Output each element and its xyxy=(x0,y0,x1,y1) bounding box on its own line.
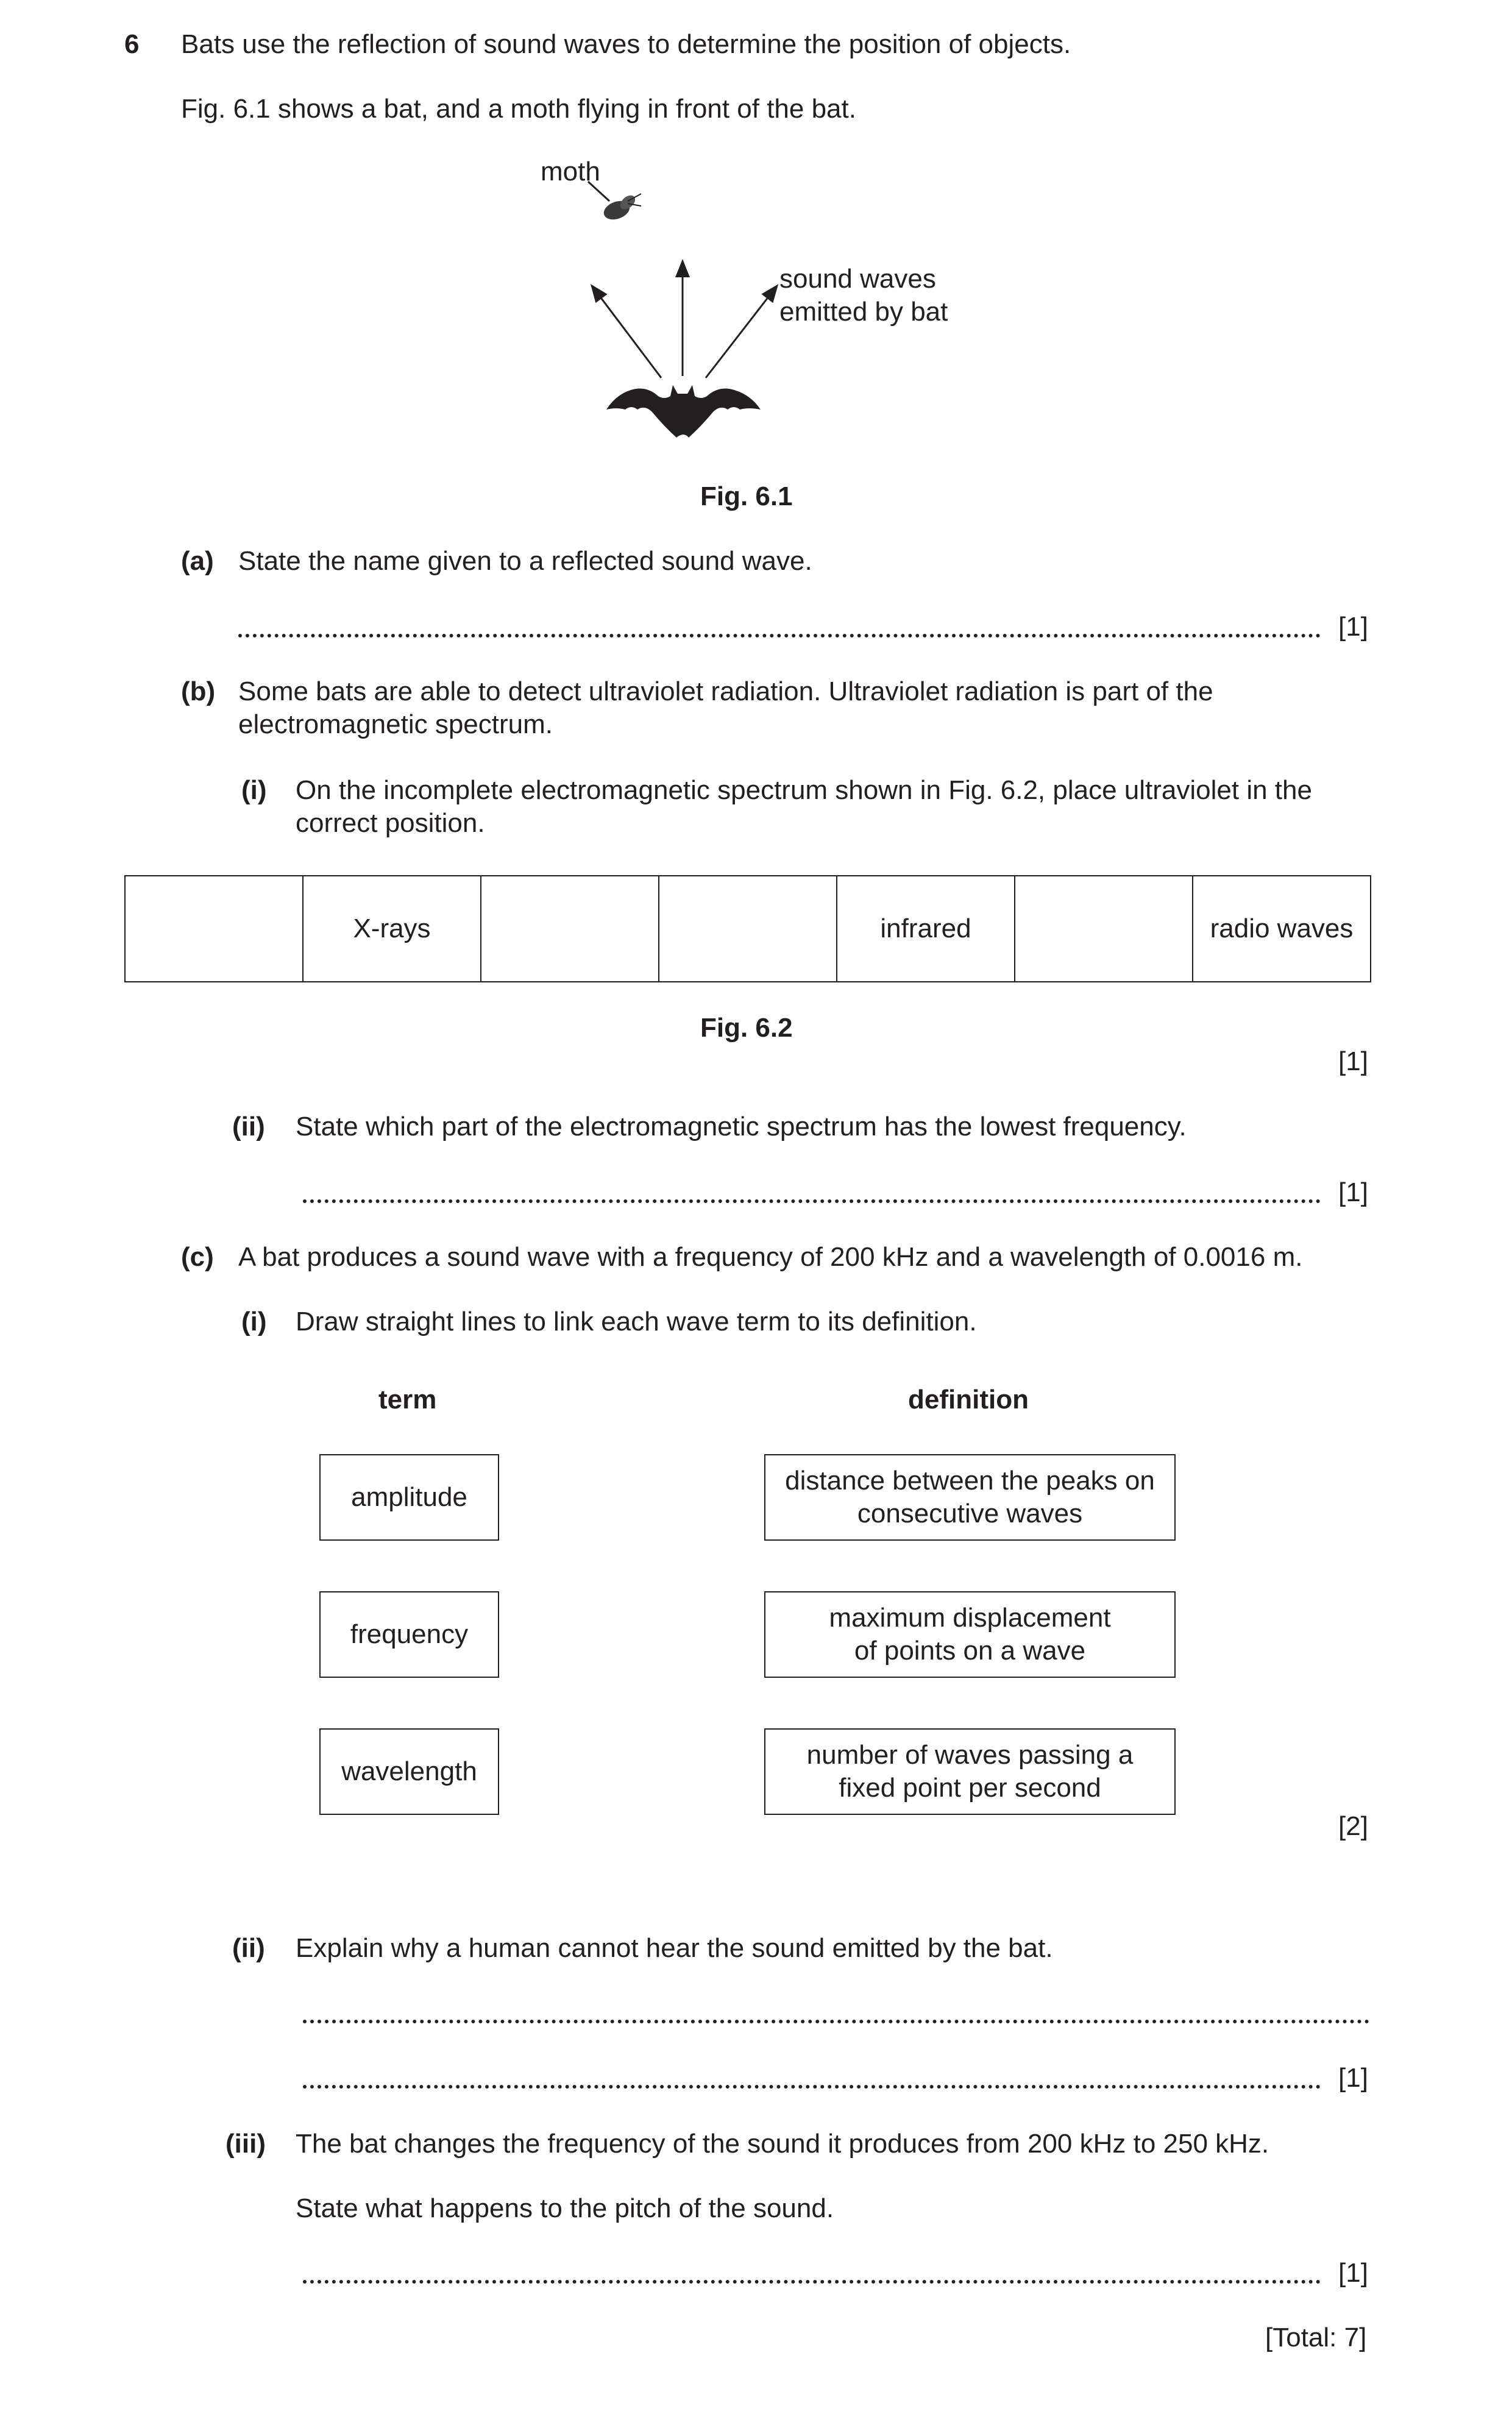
part-c-ii-mark: [1] xyxy=(1338,2063,1368,2093)
definition-line: distance between the peaks on xyxy=(785,1466,1155,1496)
em-spectrum-table xyxy=(124,875,1371,982)
part-c-iii-text: The bat changes the frequency of the sound it produces from 200 kHz to 250 kHz. xyxy=(296,2129,1269,2159)
term-box-wavelength[interactable] xyxy=(319,1728,499,1815)
term-label: wavelength xyxy=(341,1756,477,1786)
sound-wave-arrow-right xyxy=(706,291,773,378)
moth-icon xyxy=(602,193,641,223)
moth-label: moth xyxy=(541,157,600,186)
part-c-ii-label: (ii) xyxy=(232,1933,265,1963)
fig1-caption: Fig. 6.1 xyxy=(700,481,793,511)
definition-header: definition xyxy=(908,1385,1029,1415)
fig2-caption: Fig. 6.2 xyxy=(700,1013,793,1043)
part-b-label: (b) xyxy=(181,676,216,706)
total-marks: [Total: 7] xyxy=(1265,2323,1367,2352)
sound-waves-label-line2: emitted by bat xyxy=(779,297,948,327)
spectrum-cell: X-rays xyxy=(303,876,481,982)
part-b-i-label: (i) xyxy=(241,775,267,805)
part-b-i-mark: [1] xyxy=(1338,1046,1368,1076)
bat-icon xyxy=(606,385,761,438)
part-a-text: State the name given to a reflected sound wave. xyxy=(238,546,812,576)
term-box-frequency[interactable] xyxy=(319,1591,499,1678)
fig1-intro: Fig. 6.1 shows a bat, and a moth flying in front of the bat. xyxy=(181,94,856,124)
part-c-i-mark: [2] xyxy=(1338,1811,1368,1841)
part-b-ii-text: State which part of the electromagnetic spectrum has the lowest frequency. xyxy=(296,1112,1187,1141)
part-c-text: A bat produces a sound wave with a frequency of 200 kHz and a wavelength of 0.0016 m. xyxy=(238,1242,1303,1272)
part-c-label: (c) xyxy=(181,1242,214,1272)
term-label: frequency xyxy=(350,1619,469,1649)
part-b-ii-mark: [1] xyxy=(1338,1177,1368,1207)
spectrum-cell[interactable] xyxy=(659,876,837,982)
question-number: 6 xyxy=(124,29,140,59)
definition-line: maximum displacement xyxy=(829,1603,1111,1633)
definition-line: number of waves passing a xyxy=(806,1740,1134,1770)
definition-line: fixed point per second xyxy=(839,1773,1101,1803)
part-c-ii-answer-line-2[interactable] xyxy=(303,2085,1321,2089)
part-a-label: (a) xyxy=(181,546,214,576)
term-label: amplitude xyxy=(351,1482,467,1512)
part-c-ii-text: Explain why a human cannot hear the sound emitted by the bat. xyxy=(296,1933,1053,1963)
moth-leader-line xyxy=(588,182,609,201)
sound-wave-arrow-left xyxy=(596,291,661,378)
part-a-answer-line[interactable] xyxy=(238,634,1321,637)
part-c-i-text: Draw straight lines to link each wave term to its definition. xyxy=(296,1307,977,1337)
part-b-text-line2: electromagnetic spectrum. xyxy=(238,709,553,739)
spectrum-cell: radio waves xyxy=(1193,876,1371,982)
part-c-iii-mark: [1] xyxy=(1338,2258,1368,2288)
part-b-i-text-line2: correct position. xyxy=(296,808,485,838)
part-b-text-line1: Some bats are able to detect ultraviolet radiation. Ultraviolet radiation is part of the xyxy=(238,676,1213,706)
part-b-ii-answer-line[interactable] xyxy=(303,1199,1321,1203)
part-c-ii-answer-line-1[interactable] xyxy=(303,2020,1369,2023)
part-c-iii-answer-line[interactable] xyxy=(303,2280,1321,2284)
term-box-amplitude[interactable] xyxy=(319,1454,499,1541)
part-c-iii-text2: State what happens to the pitch of the sound. xyxy=(296,2193,834,2223)
part-b-ii-label: (ii) xyxy=(232,1112,265,1141)
part-c-iii-label: (iii) xyxy=(225,2129,266,2159)
part-b-i-text-line1: On the incomplete electromagnetic spectrum shown in Fig. 6.2, place ultraviolet in the xyxy=(296,775,1312,805)
definition-line: of points on a wave xyxy=(854,1636,1086,1666)
sound-waves-label-line1: sound waves xyxy=(779,264,936,294)
definition-box[interactable] xyxy=(764,1454,1176,1541)
definition-box[interactable] xyxy=(764,1591,1176,1678)
part-a-mark: [1] xyxy=(1338,612,1368,642)
part-c-i-label: (i) xyxy=(241,1307,267,1337)
term-header: term xyxy=(378,1385,437,1415)
question-intro: Bats use the reflection of sound waves to determine the position of objects. xyxy=(181,29,1071,59)
spectrum-cell[interactable] xyxy=(125,876,303,982)
definition-line: consecutive waves xyxy=(857,1499,1083,1528)
definition-box[interactable] xyxy=(764,1728,1176,1815)
spectrum-cell[interactable] xyxy=(1015,876,1193,982)
spectrum-cell: infrared xyxy=(837,876,1015,982)
spectrum-cell[interactable] xyxy=(481,876,659,982)
